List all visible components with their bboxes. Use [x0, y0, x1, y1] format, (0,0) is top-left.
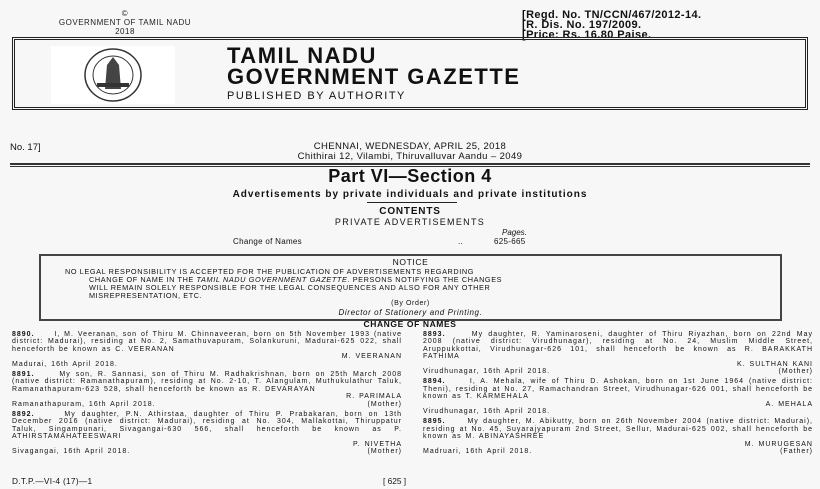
- entry-place-date: Ramanathapuram, 16th April 2018.: [12, 400, 156, 408]
- entry-footer: [12, 401, 402, 408]
- entry-text: My daughter, R. Yaminaroseni, daughter of Thiru Riyazhan, born on 22nd May 2008 (native district: Virudhunagar), residing at No. 24, Muslim Middle Street, Aruppukkottai, Virudhunagar-626 101, shall henceforth be known as R. BARAKKATH FATHIMA: [423, 331, 813, 361]
- entry-relation: (Mother): [367, 448, 402, 456]
- toc-item-pages: 625-665: [494, 237, 526, 246]
- issue-date: [120, 142, 700, 162]
- page-number: [ 625 ]: [383, 476, 407, 486]
- entry-number: 8890.: [12, 331, 35, 338]
- entry-signer: R. PARIMALA: [346, 393, 402, 401]
- tamil-date-line: Chithirai 12, Vilambi, Thiruvalluvar Aandu – 2049: [297, 151, 523, 162]
- entry-text: My son, R. Sannasi, son of Thiru M. Radhakrishnan, born on 25th March 2008 (native district: Ramanathapuram), residing at No. 2-10, T. Alangulam, Muthukulathur Taluk, Ramanathapuram-623 528, shall henceforth be known as R. DEVARAYAN: [12, 371, 402, 393]
- contents-heading: CONTENTS: [379, 206, 441, 217]
- notice-line: MISREPRESENTATION, ETC.: [89, 291, 203, 300]
- by-order: (By Order): [391, 300, 430, 307]
- price: [Price: Rs. 16.80 Paise.: [522, 29, 652, 41]
- name-change-entry: [423, 331, 813, 375]
- published-by-authority: PUBLISHED BY AUTHORITY: [227, 90, 406, 102]
- notice-box: [39, 254, 782, 321]
- entry-number: 8894.: [423, 378, 446, 386]
- notice-line: WILL REMAIN SOLELY RESPONSIBLE FOR THE LEGAL CONSEQUENCES AND ALSO FOR ANY OTHER: [89, 283, 491, 292]
- notice-heading: NOTICE: [392, 257, 429, 267]
- entry-footer: [423, 368, 813, 375]
- notice-line: NO LEGAL RESPONSIBILITY IS ACCEPTED FOR THE PUBLICATION OF ADVERTISEMENTS REGARDING: [65, 267, 475, 276]
- entry-body: [12, 411, 402, 441]
- date-line: CHENNAI, WEDNESDAY, APRIL 25, 2018: [313, 141, 507, 152]
- entry-text: My daughter, M. Abikutty, born on 26th November 2004 (native district: Madurai), residing at No. 45, Suyarajyapuram 2nd Street, Sellur, Madurai-625 002, shall henceforth be known as M. ABINAYASHREE: [423, 418, 813, 441]
- part-title: Part VI—Section 4: [328, 166, 492, 186]
- entry-relation: (Mother): [367, 400, 402, 408]
- entry-number: 8891.: [12, 371, 35, 379]
- divider: [367, 202, 457, 203]
- issue-number: No. 17]: [10, 142, 41, 153]
- copyright-symbol: ©: [121, 9, 129, 18]
- part-subtitle: Advertisements by private individuals and private institutions: [232, 189, 588, 200]
- entry-signer: M. MURUGESAN: [744, 440, 813, 448]
- entry-footer: [423, 408, 813, 415]
- entry-place-date: Virudhunagar, 16th April 2018.: [423, 408, 551, 416]
- toc-item-label[interactable]: Change of Names: [233, 237, 302, 246]
- right-column: [423, 331, 813, 459]
- entry-signer: P. NIVETHA: [353, 440, 402, 448]
- entry-footer: [12, 361, 402, 368]
- regd-number: [Regd. No. TN/CCN/467/2012-14.: [522, 9, 702, 21]
- notice-text: . PERSONS NOTIFYING THE CHANGES: [347, 275, 503, 284]
- notice-italic: TAMIL NADU GOVERNMENT GAZETTE: [196, 275, 348, 284]
- entry-body: [423, 331, 813, 361]
- entry-number: 8893.: [423, 331, 446, 338]
- title-line-1: TAMIL NADU: [227, 43, 377, 68]
- entry-signer: M. VEERANAN: [341, 353, 402, 361]
- name-change-entry: [12, 411, 402, 455]
- entry-text: I, A. Mehala, wife of Thiru D. Ashokan, born on 1st June 1964 (native district: Theni), residing at No. 27, Ramachandran Street, Virudhunagar-626 001, shall henceforth be known as T. KARMEHALA: [423, 378, 813, 401]
- name-change-entry: [423, 378, 813, 415]
- rdis-number: [R. Dis. No. 197/2009.: [522, 19, 642, 31]
- contents-section: PRIVATE ADVERTISEMENTS: [334, 217, 486, 227]
- entry-body: [423, 378, 813, 400]
- footer-code: D.T.P.—VI-4 (17)—1: [12, 476, 93, 486]
- title-line-2: GOVERNMENT GAZETTE: [227, 64, 521, 89]
- entry-body: [12, 331, 402, 353]
- left-column: [12, 331, 402, 459]
- entry-number: 8892.: [12, 411, 35, 419]
- masthead: [12, 37, 808, 110]
- pages-label: Pages.: [502, 228, 527, 237]
- entry-number: 8895.: [423, 418, 446, 426]
- change-of-names-heading: CHANGE OF NAMES: [363, 319, 457, 329]
- entry-place-date: Virudhunagar, 16th April 2018.: [423, 368, 551, 376]
- name-change-entry: [12, 331, 402, 368]
- entry-footer: [12, 448, 402, 455]
- entry-signer: K. SULTHAN KANI: [737, 360, 813, 368]
- entry-signer: A. MEHALA: [765, 400, 813, 408]
- entry-relation: (Mother): [778, 368, 813, 376]
- entry-place-date: Madurai, 16th April 2018.: [12, 360, 118, 368]
- notice-text: CHANGE OF NAME IN THE: [89, 275, 197, 284]
- entry-place-date: Madruari, 16th April 2018.: [423, 448, 533, 456]
- entry-relation: (Father): [780, 448, 813, 456]
- notice-signatory: Director of Stationery and Printing.: [338, 308, 483, 317]
- registration-block: [522, 10, 702, 40]
- entry-place-date: Sivagangai, 16th April 2018.: [12, 448, 131, 456]
- copyright-block: [10, 9, 240, 36]
- entry-text: I, M. Veeranan, son of Thiru M. Chinnaveeran, born on 5th November 1993 (native district: Madurai), residing at No. 2, Samathuvapuram, Solankuruni, Madurai-625 022, shall henceforth be known as C. VEERANAN: [12, 331, 402, 353]
- publisher: GOVERNMENT OF TAMIL NADU: [58, 18, 192, 27]
- entry-footer: [423, 448, 813, 455]
- entry-text: My daughter, P.N. Athirstaa, daughter of Thiru P. Prabakaran, born on 13th December 2016 (native district: Madurai), residing at No. 304, Mallakottai, Thiruppatur Taluk, Singampunari, Sivagangai-630 566, shall henceforth be known as P. ATHIRSTAMAHATEESWARI: [12, 411, 402, 441]
- toc-dots: ..: [458, 237, 464, 246]
- entry-body: [423, 418, 813, 440]
- year: 2018: [115, 27, 135, 36]
- entry-body: [12, 371, 402, 393]
- gazette-title: [227, 45, 520, 87]
- tamil-nadu-emblem-logo: [51, 46, 175, 104]
- name-change-entry: [12, 371, 402, 408]
- name-change-entry: [423, 418, 813, 455]
